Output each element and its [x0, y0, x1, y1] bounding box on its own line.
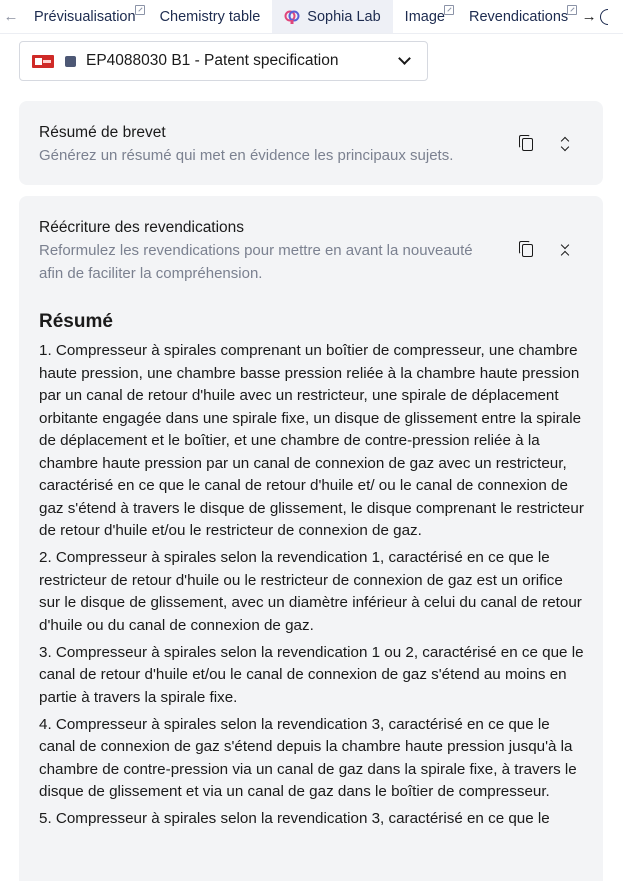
- external-link-icon: [567, 5, 577, 15]
- tab-chemistry-table[interactable]: [148, 0, 273, 34]
- tab-bar: [0, 0, 623, 34]
- sophia-lab-logo-icon: [284, 9, 300, 25]
- claim-item: 5. Compresseur à spirales selon la revendication 3, caractérisé en ce que le: [39, 810, 550, 827]
- chevron-down-icon: [398, 52, 411, 65]
- document-title: EP4088030 B1 - Patent specification: [86, 52, 339, 69]
- claim-item: 3. Compresseur à spirales selon la revendication 1 ou 2, caractérisé en ce que le canal de retour d'huile et/ou le canal de connexion de gaz s'étend au moins en partie à travers la spirale fixe.: [39, 643, 584, 706]
- copy-icon[interactable]: [515, 133, 537, 155]
- claims-rewrite-title: Réécriture des revendications: [39, 219, 245, 236]
- patent-summary-title: Résumé de brevet: [39, 124, 166, 141]
- tab-label: Chemistry table: [159, 8, 261, 25]
- tab-label: Revendications: [468, 8, 569, 25]
- expand-icon[interactable]: [554, 133, 576, 155]
- claims-rewrite-card: [19, 196, 603, 881]
- claims-list: [39, 340, 587, 835]
- tab-image[interactable]: [393, 0, 457, 34]
- collapse-icon[interactable]: [554, 239, 576, 261]
- document-selector[interactable]: [19, 41, 428, 81]
- copy-icon[interactable]: [515, 239, 537, 261]
- external-link-icon: [444, 5, 454, 15]
- result-heading: Résumé: [39, 311, 113, 332]
- tab-sophia-lab[interactable]: [272, 0, 392, 34]
- claims-rewrite-description-line2: afin de faciliter la compréhension.: [39, 265, 263, 282]
- patent-summary-description: Générez un résumé qui met en évidence les principaux sujets.: [39, 147, 454, 164]
- arrow-right-icon[interactable]: →: [581, 8, 597, 25]
- tab-label: Image: [404, 8, 445, 25]
- external-link-icon: [135, 5, 145, 15]
- patent-summary-card: [19, 101, 603, 185]
- claim-item: 2. Compresseur à spirales selon la revendication 1, caractérisé en ce que le restricteur de retour d'huile ou le restricteur de connexion de gaz est un orifice sur le disque de glissement, avec un diamètre inférieur à celui du canal de retour d'huile ou du canal de connexion de gaz.: [39, 549, 582, 634]
- tab-previsualisation[interactable]: [22, 0, 148, 34]
- claim-item: 4. Compresseur à spirales selon la revendication 3, caractérisé en ce que le canal de connexion de gaz s'étend depuis la chambre haute pression jusqu'à la chambre de contre-pression via un canal de gaz dans la spirale fixe, à travers le disque de glissement et via un canal de gaz dans le boîtier de compresseur.: [39, 715, 577, 800]
- tab-label: Sophia Lab: [307, 8, 381, 25]
- document-type-icon: [65, 56, 76, 67]
- tab-revendications[interactable]: [457, 0, 580, 34]
- flag-icon: [32, 55, 54, 68]
- tab-label: Prévisualisation: [34, 8, 136, 25]
- claims-rewrite-description-line1: Reformulez les revendications pour mettre en avant la nouveauté: [39, 242, 473, 259]
- tab-overflow-indicator: [600, 9, 608, 25]
- claim-item: 1. Compresseur à spirales comprenant un boîtier de compresseur, une chambre haute pression, une chambre basse pression reliée à la chambre haute pression par un canal de retour d'huile avec un restricteur, une spirale de déplacement orbitante engagée dans une spirale fixe, un disque de glissement entre la spirale de déplacement et le boîtier, et une chambre de contre-pression reliée à la chambre haute pression par un canal de connexion de gaz avec un restricteur, caractérisé en ce que le canal de retour d'huile et/ ou le canal de connexion de gaz s'étend à travers le disque de glissement, le disque comprenant le restricteur de retour d'huile et/ou le restricteur de connexion de gaz.: [39, 342, 584, 539]
- arrow-left-icon[interactable]: ←: [3, 8, 19, 25]
